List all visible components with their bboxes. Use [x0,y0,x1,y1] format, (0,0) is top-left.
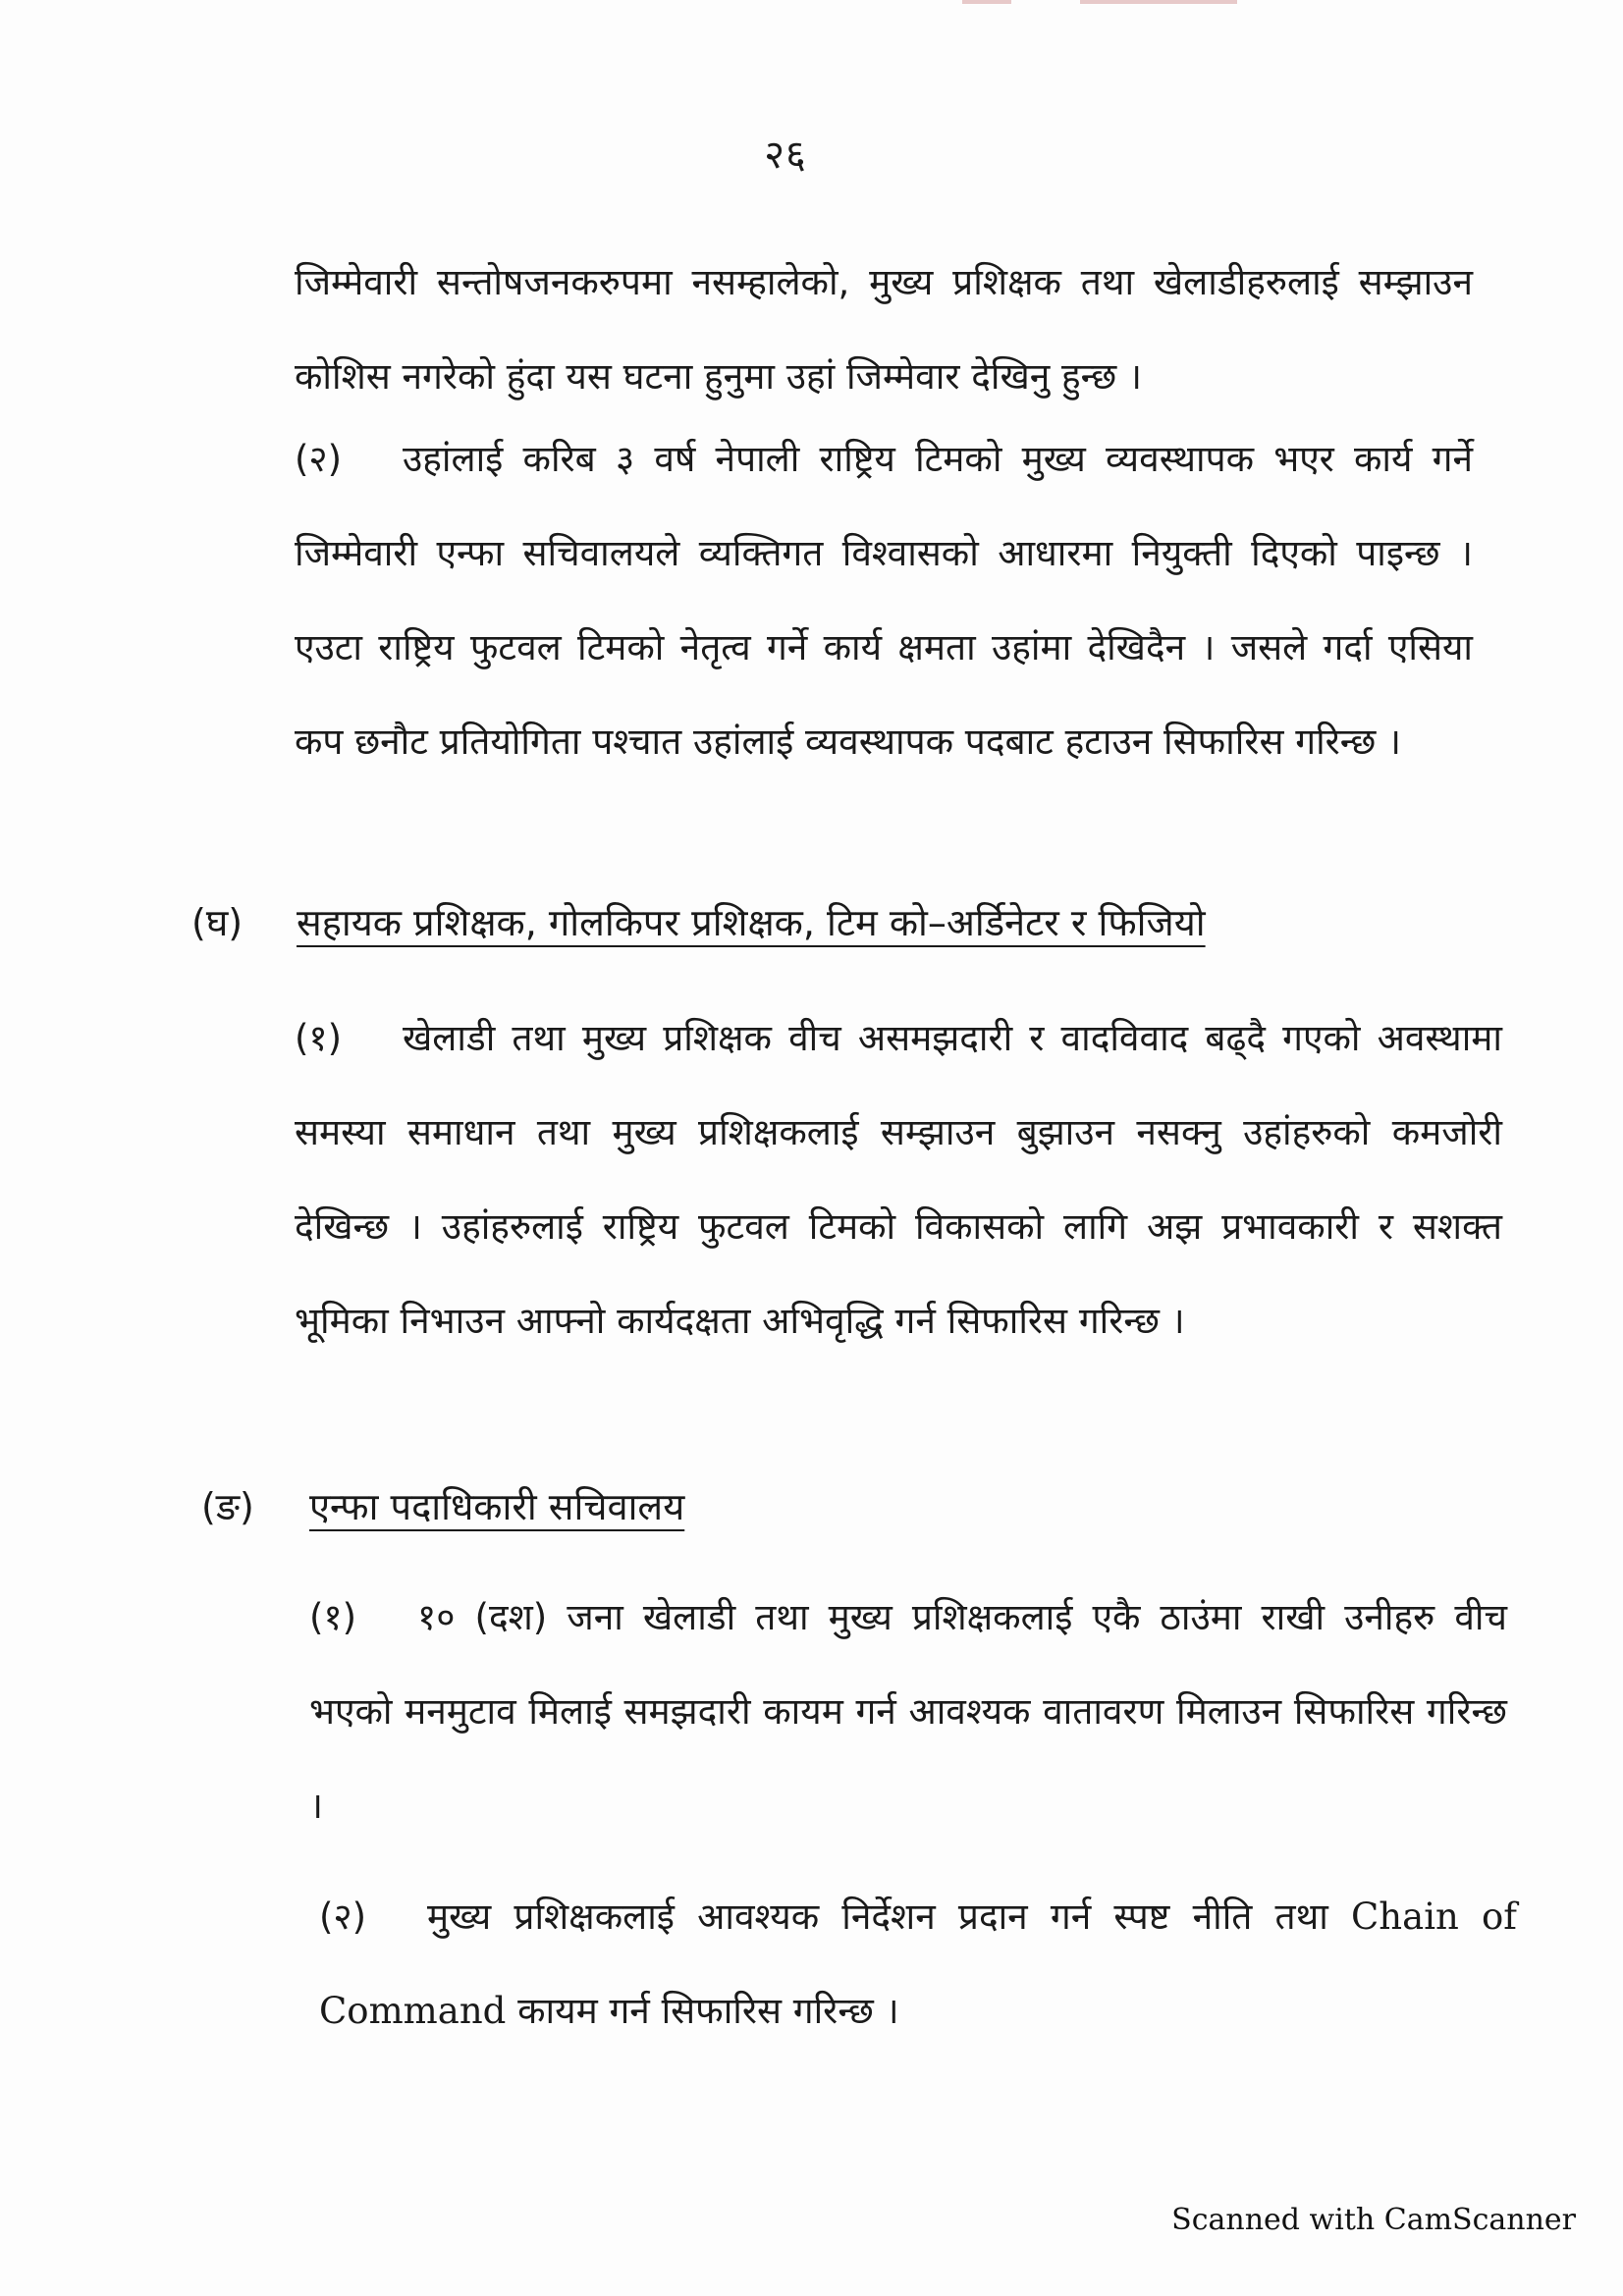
item-text-after: कायम गर्न सिफारिस गरिन्छ । [506,1990,899,2032]
item-text: उहांलाई करिब ३ वर्ष नेपाली राष्ट्रिय टिमको मुख्य व्यवस्थापक भएर कार्य गर्ने जिम्मेवारी एन्फा सचिवालयले व्यक्तिगत विश्वासको आधारमा नियुक्ती दिएको पाइन्छ । एउटा राष्ट्रिय फुटवल टिमको नेतृत्व गर्ने कार्य क्षमता उहांमा देखिदैन । जसले गर्दा एसिया कप छनौट प्रतियोगिता पश्चात उहांलाई व्यवस्थापक पदबाट हटाउन सिफारिस गरिन्छ । [295,438,1473,763]
section-nga-item-1 [309,1571,1507,1853]
item-text-before: मुख्य प्रशिक्षकलाई आवश्यक निर्देशन प्रदान गर्न स्पष्ट नीति तथा [427,1896,1351,1938]
section-title: सहायक प्रशिक्षक, गोलकिपर प्रशिक्षक, टिम को–अर्डिनेटर र फिजियो [297,901,1206,944]
intro-paragraph: जिम्मेवारी सन्तोषजनकरुपमा नसम्हालेको, मुख्य प्रशिक्षक तथा खेलाडीहरुलाई सम्झाउन कोशिस नगरेको हुंदा यस घटना हुनुमा उहां जिम्मेवार देखिनु हुन्छ । [295,261,1473,398]
item-text: १० (दश) जना खेलाडी तथा मुख्य प्रशिक्षकलाई एकै ठाउंमा राखी उनीहरु वीच भएको मनमुटाव मिलाई समझदारी कायम गर्न आवश्यक वातावरण मिलाउन सिफारिस गरिन्छ । [309,1596,1507,1827]
section-nga-item-2 [319,1870,1517,2058]
item-marker: (२) [319,1896,367,1938]
scan-artifact [962,0,1011,4]
section-marker: (ङ) [201,1485,254,1528]
item-2-paragraph [295,412,1473,789]
item-marker: (१) [309,1596,357,1638]
section-heading-nga [201,1477,1478,1536]
section-heading-gha [191,893,1468,952]
section-title: एन्फा पदाधिकारी सचिवालय [309,1485,685,1528]
scan-artifact [1080,0,1237,4]
item-text: खेलाडी तथा मुख्य प्रशिक्षक वीच असमझदारी र वादविवाद बढ्दै गएको अवस्थामा समस्या समाधान तथा मुख्य प्रशिक्षकलाई सम्झाउन बुझाउन नसक्नु उहांहरुको कमजोरी देखिन्छ । उहांहरुलाई राष्ट्रिय फुटवल टिमको विकासको लागि अझ प्रभावकारी र सशक्त भूमिका निभाउन आफ्नो कार्यदक्षता अभिवृद्धि गर्न सिफारिस गरिन्छ । [295,1017,1502,1342]
page-number: २६ [764,133,807,178]
latin-term: Chain of Command [319,1896,1517,2032]
scanner-watermark: Scanned with CamScanner [1171,2203,1576,2237]
section-gha-item-1 [295,991,1502,1368]
item-marker: (१) [295,1017,343,1059]
section-marker: (घ) [191,901,243,944]
item-marker: (२) [295,438,343,480]
